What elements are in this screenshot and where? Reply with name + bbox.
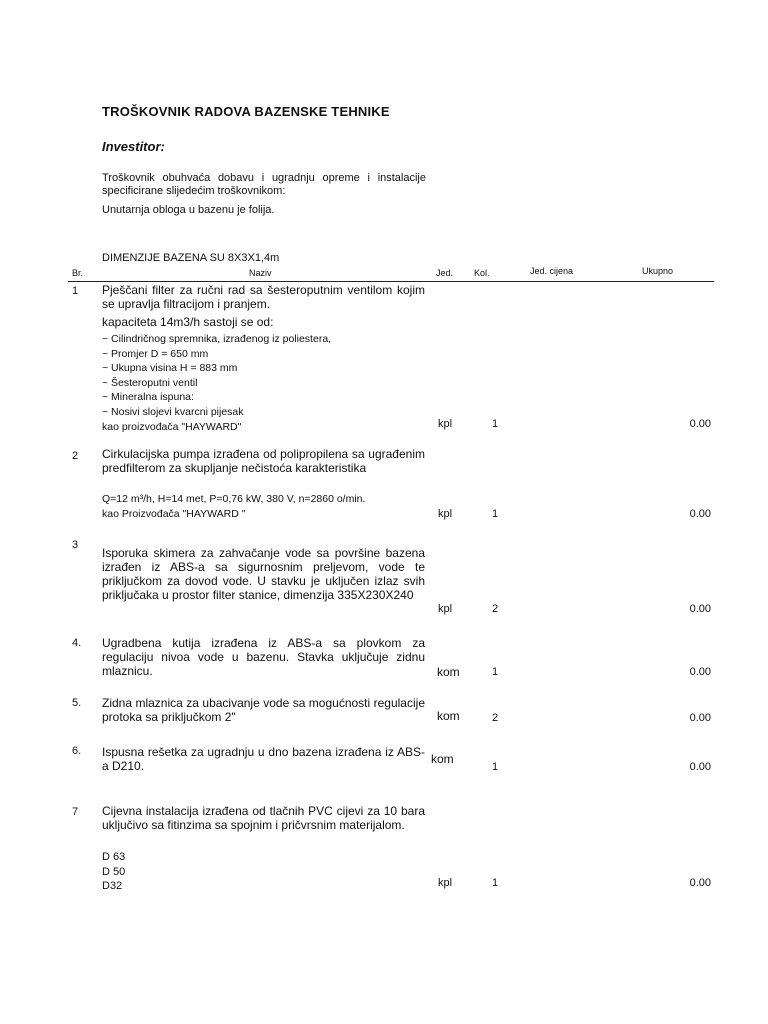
header-divider (68, 281, 714, 282)
pool-dimensions: DIMENZIJE BAZENA SU 8X3X1,4m (102, 252, 280, 264)
item-unit: kpl (438, 418, 453, 430)
item-detail-line: kapaciteta 14m3/h sastoji se od: (102, 315, 274, 329)
item-description: Pješčani filter za ručni rad sa šesteroputnim ventilom kojim se upravlja filtracijom i pranjem. (102, 283, 425, 311)
item-total: 0.00 (689, 418, 711, 430)
item-detail-line: ~ Nosivi slojevi kvarcni pijesak (102, 405, 244, 418)
item-detail-line: kao proizvođača "HAYWARD" (102, 420, 242, 433)
item-unit: kom (437, 709, 460, 723)
item-detail-line: Q=12 m³/h, H=14 met, P=0,76 kW, 380 V, n=2860 o/min. (102, 493, 366, 505)
item-total: 0.00 (689, 877, 711, 889)
item-number: 7 (72, 806, 79, 818)
item-detail-line: ~ Ukupna visina H = 883 mm (102, 362, 238, 375)
item-description: Zidna mlaznica za ubacivanje vode sa mogućnosti regulacije protoka sa priključkom 2" (102, 696, 425, 724)
item-detail-line: ~ Mineralna ispuna: (102, 391, 194, 404)
item-number: 6. (72, 745, 82, 757)
item-details (102, 850, 125, 894)
item-description: Cirkulacijska pumpa izrađena od polipropilena sa ugrađenim predfilterom za skupljanje nečistoća karakteristika (102, 447, 425, 475)
item-detail-line: ~ Promjer D = 650 mm (102, 347, 209, 360)
item-number: 5. (72, 697, 82, 709)
item-detail-line: ~ Cilindričnog spremnika, izrađenog iz poliestera, (102, 333, 332, 345)
item-total: 0.00 (689, 508, 711, 520)
header-naziv: Naziv (249, 268, 272, 278)
item-number: 4. (72, 637, 82, 649)
item-quantity: 1 (492, 877, 499, 889)
item-description: Cijevna instalacija izrađena od tlačnih PVC cijevi za 10 bara uključivo sa fitinzima sa spojnim i pričvrsnim materijalom. (102, 804, 425, 832)
item-quantity: 1 (492, 761, 499, 773)
item-unit: kpl (438, 508, 453, 520)
item-quantity: 1 (492, 418, 499, 430)
item-detail-line: ~ Šesteroputni ventil (102, 376, 198, 389)
header-jed-cijena: Jed. cijena (530, 266, 574, 276)
item-total: 0.00 (689, 666, 711, 678)
header-jed: Jed. (436, 268, 454, 278)
item-description: Isporuka skimera za zahvačanje vode sa površine bazena izrađen iz ABS-a sa sigurnosnim preljevom, vode te priključkom za dovod vode. U stavku je uključen izlaz svih priključaka u prostor filter stanice, dimenzija 335X230X240 (102, 546, 425, 602)
item-total: 0.00 (689, 761, 711, 773)
header-br: Br. (72, 268, 84, 278)
item-unit: kom (437, 665, 460, 679)
document-title: TROŠKOVNIK RADOVA BAZENSKE TEHNIKE (102, 104, 390, 119)
item-details (102, 492, 365, 521)
item-description: Ugradbena kutija izrađena iz ABS-a sa plovkom za regulaciju nivoa vode u bazenu. Stavka uključuje zidnu mlaznicu. (102, 636, 425, 678)
item-quantity: 1 (492, 666, 499, 678)
item-detail-line: D 50 (102, 865, 126, 878)
investitor-label: Investitor: (102, 139, 165, 154)
item-number: 1 (72, 285, 79, 297)
item-description: Ispusna rešetka za ugradnju u dno bazena izrađena iz ABS-a D210. (102, 745, 425, 773)
item-quantity: 2 (492, 712, 499, 724)
item-quantity: 1 (492, 508, 499, 520)
intro-text: Troškovnik obuhvaća dobavu i ugradnju opreme i instalacije specificirane slijedećim troškovnikom: (102, 172, 426, 197)
item-detail-line: kao Proizvođača "HAYWARD " (102, 507, 246, 520)
item-unit: kpl (438, 877, 453, 889)
header-kol: Kol. (474, 268, 490, 278)
item-number: 3 (72, 539, 79, 551)
item-detail-line: D 63 (102, 851, 126, 863)
item-detail-line: D32 (102, 880, 123, 892)
item-number: 2 (72, 450, 79, 462)
item-quantity: 2 (492, 603, 499, 615)
item-unit: kom (431, 752, 454, 766)
header-ukupno: Ukupno (642, 266, 674, 276)
item-details (102, 314, 331, 434)
item-total: 0.00 (689, 603, 711, 615)
item-unit: kpl (438, 603, 453, 615)
item-total: 0.00 (689, 712, 711, 724)
intro-text-2: Unutarnja obloga u bazenu je folija. (102, 204, 275, 216)
